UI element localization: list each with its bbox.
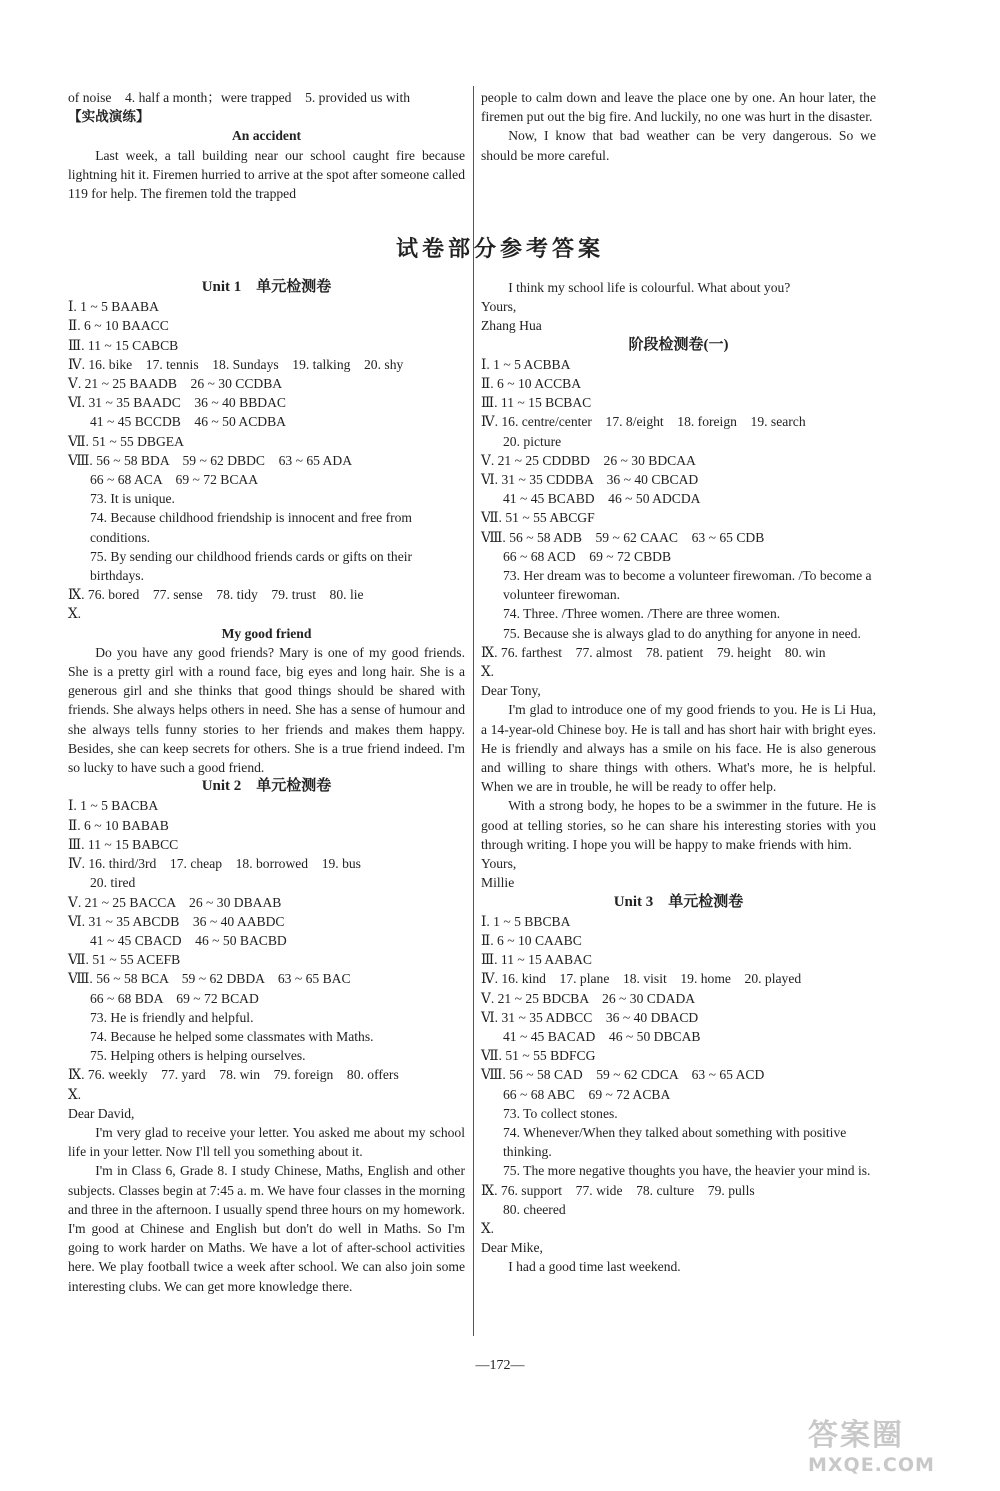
answer-line: Ⅸ. 76. support 77. wide 78. culture 79. pulls (481, 1182, 755, 1198)
answer-line: Ⅱ. 6 ~ 10 BAACC (68, 318, 169, 334)
section-main-title: 试卷部分参考答案 (395, 236, 604, 262)
letter-paragraph: I'm very glad to receive your letter. You asked me about my school life in your letter. Now I'll tell you something about it. (68, 1124, 465, 1160)
answer-line: 41 ~ 45 BACAD 46 ~ 50 DBCAB (503, 1028, 701, 1044)
answer-line: Ⅹ. (68, 1086, 82, 1102)
essay-title: An accident (231, 128, 302, 144)
answer-line: Ⅲ. 11 ~ 15 CABCB (68, 337, 179, 353)
essay-paragraph: people to calm down and leave the place one by one. An hour later, the firemen put out the big fire. And luckily, no one was hurt in the disaster. (481, 90, 876, 125)
letter-paragraph: I had a good time last weekend. (508, 1259, 681, 1275)
answer-line: Ⅹ. (481, 664, 495, 680)
answer-line: Ⅷ. 56 ~ 58 BDA 59 ~ 62 DBDC 63 ~ 65 ADA (68, 452, 353, 468)
right-column (481, 278, 876, 1277)
letter-paragraph: I think my school life is colourful. What about you? (508, 280, 791, 295)
answer-line: Ⅳ. 16. kind 17. plane 18. visit 19. home 20. played (481, 971, 802, 987)
answer-line: Ⅳ. 16. bike 17. tennis 18. Sundays 19. talking 20. shy (68, 356, 404, 372)
answer-line: 73. To collect stones. (503, 1105, 618, 1121)
answer-line: 80. cheered (503, 1201, 566, 1217)
answer-line: 75. By sending our childhood friends cards or gifts on their birthdays. (90, 548, 413, 584)
answer-line: Ⅱ. 6 ~ 10 ACCBA (481, 376, 582, 392)
answer-line: Ⅳ. 16. centre/center 17. 8/eight 18. foreign 19. search (481, 414, 806, 430)
answer-line: Ⅵ. 31 ~ 35 ABCDB 36 ~ 40 AABDC (68, 913, 285, 929)
column-divider (473, 86, 474, 1336)
answer-line: 74. Three. /Three women. /There are three women. (503, 606, 781, 622)
answer-line: 41 ~ 45 BCCDB 46 ~ 50 ACDBA (90, 414, 286, 430)
letter-greeting: Dear David, (68, 1105, 135, 1121)
answer-line: of noise 4. half a month；were trapped 5. provided us with (68, 90, 411, 105)
answer-line: Ⅶ. 51 ~ 55 DBGEA (68, 433, 184, 449)
letter-sign: Yours, (481, 299, 517, 315)
section-label: 【实战演练】 (68, 109, 150, 125)
letter-sign: Yours, (481, 856, 517, 872)
answer-line: 74. Whenever/When they talked about something with positive thinking. (503, 1124, 847, 1160)
answer-line: Ⅴ. 21 ~ 25 BDCBA 26 ~ 30 CDADA (481, 990, 696, 1006)
answer-line: Ⅵ. 31 ~ 35 BAADC 36 ~ 40 BBDAC (68, 395, 286, 411)
letter-greeting: Dear Mike, (481, 1240, 543, 1256)
answer-line: Ⅴ. 21 ~ 25 BACCA 26 ~ 30 DBAAB (68, 894, 282, 910)
answer-line: 20. tired (90, 875, 136, 891)
answer-line: Ⅷ. 56 ~ 58 CAD 59 ~ 62 CDCA 63 ~ 65 ACD (481, 1067, 765, 1083)
unit2-title: Unit 2 单元检测卷 (201, 778, 332, 795)
watermark-url: MXQE.COM (808, 1454, 935, 1476)
answer-line: 74. Because he helped some classmates with Maths. (90, 1028, 374, 1044)
answer-line: Ⅹ. (481, 1220, 495, 1236)
answer-line: 74. Because childhood friendship is innocent and free from conditions. (90, 510, 413, 545)
top-left-column (68, 88, 465, 203)
essay-paragraph: Do you have any good friends? Mary is one of my good friends. She is a pretty girl with a round face, big eyes and long hair. She is a generous girl and she thinks that good things should be shared with friends. She always helps others in need. She has a sense of humour and she always tells funny stories to her friends and makes them happy. Besides, she can keep secrets for others. She is a true friend indeed. I'm so lucky to have such a good friend. (68, 644, 465, 776)
answer-line: Ⅰ. 1 ~ 5 BACBA (68, 798, 159, 814)
watermark-logo (808, 1410, 993, 1485)
answer-line: 20. picture (503, 433, 562, 449)
answer-line: 66 ~ 68 ABC 69 ~ 72 ACBA (503, 1086, 671, 1102)
answer-line: 66 ~ 68 ACD 69 ~ 72 CBDB (503, 548, 672, 564)
answer-line: Ⅸ. 76. bored 77. sense 78. tidy 79. trust 80. lie (68, 587, 364, 603)
answer-line: 66 ~ 68 ACA 69 ~ 72 BCAA (90, 472, 259, 488)
answer-line: Ⅳ. 16. third/3rd 17. cheap 18. borrowed 19. bus (68, 856, 361, 872)
stage1-title: 阶段检测卷(一) (628, 336, 729, 353)
answer-line: Ⅸ. 76. farthest 77. almost 78. patient 79. height 80. win (481, 644, 826, 660)
answer-line: Ⅱ. 6 ~ 10 BABAB (68, 817, 169, 833)
unit3-title: Unit 3 单元检测卷 (613, 893, 744, 910)
page-number: —172— (475, 1358, 525, 1373)
answer-line: Ⅵ. 31 ~ 35 ADBCC 36 ~ 40 DBACD (481, 1009, 699, 1025)
letter-sign: Zhang Hua (481, 318, 542, 334)
answer-line: Ⅵ. 31 ~ 35 CDDBA 36 ~ 40 CBCAD (481, 472, 699, 488)
answer-line: 66 ~ 68 BDA 69 ~ 72 BCAD (90, 990, 259, 1006)
top-right-column (481, 88, 876, 165)
answer-line: 73. It is unique. (90, 491, 175, 507)
answer-line: Ⅴ. 21 ~ 25 CDDBD 26 ~ 30 BDCAA (481, 452, 696, 468)
essay-paragraph: Now, I know that bad weather can be very dangerous. So we should be more careful. (481, 128, 876, 163)
answer-line: Ⅱ. 6 ~ 10 CAABC (481, 932, 582, 948)
answer-line: 41 ~ 45 BCABD 46 ~ 50 ADCDA (503, 491, 701, 507)
answer-line: 41 ~ 45 CBACD 46 ~ 50 BACBD (90, 932, 287, 948)
answer-line: Ⅲ. 11 ~ 15 BABCC (68, 836, 179, 852)
answer-line: Ⅹ. (68, 606, 82, 622)
answer-line: Ⅶ. 51 ~ 55 ABCGF (481, 510, 595, 526)
answer-line: Ⅷ. 56 ~ 58 BCA 59 ~ 62 DBDA 63 ~ 65 BAC (68, 971, 351, 987)
answer-line: 75. Because she is always glad to do anything for anyone in need. (503, 625, 861, 641)
answer-line: 73. He is friendly and helpful. (90, 1009, 254, 1025)
letter-paragraph: I'm glad to introduce one of my good friends to you. He is Li Hua, a 14-year-old Chinese boy. He is tall and has short hair with bright eyes. He is friendly and always has a smile on his face. He is also generous and willing to share things with others. What's more, he is helpful. When we are in trouble, he will be ready to offer help. (481, 702, 876, 795)
essay-title: My good friend (221, 625, 312, 641)
essay-paragraph: Last week, a tall building near our school caught fire because lightning hit it. Firemen hurried to arrive at the spot after someone called 119 for help. The firemen told the trapped (68, 147, 465, 202)
answer-line: Ⅰ. 1 ~ 5 BBCBA (481, 913, 571, 929)
left-column (68, 278, 465, 1296)
answer-line: Ⅲ. 11 ~ 15 BCBAC (481, 395, 592, 411)
watermark-text: 答案圈 (808, 1418, 904, 1453)
answer-line: Ⅸ. 76. weekly 77. yard 78. win 79. foreign 80. offers (68, 1067, 399, 1083)
answer-line: Ⅰ. 1 ~ 5 ACBBA (481, 356, 571, 372)
answer-line: Ⅴ. 21 ~ 25 BAADB 26 ~ 30 CCDBA (68, 376, 283, 392)
answer-line: Ⅶ. 51 ~ 55 BDFCG (481, 1048, 596, 1064)
letter-greeting: Dear Tony, (481, 683, 541, 699)
answer-line: Ⅷ. 56 ~ 58 ADB 59 ~ 62 CAAC 63 ~ 65 CDB (481, 529, 765, 545)
answer-line: 75. Helping others is helping ourselves. (90, 1048, 306, 1064)
answer-line: 73. Her dream was to become a volunteer firewoman. /To become a volunteer firewoman. (503, 568, 872, 603)
letter-sign: Millie (481, 875, 515, 891)
unit1-title: Unit 1 单元检测卷 (201, 279, 332, 295)
letter-paragraph: I'm in Class 6, Grade 8. I study Chinese, Maths, English and other subjects. Classes begin at 7:45 a. m. We have four classes in the morning and three in the afternoon. I usually spend three hours on my homework. I'm good at Chinese and English but don't do well in Maths. So I'm going to work harder on Maths. We have a lot of after-school activities here. We play football twice a week after school. We can also join some interesting clubs. We can get more knowledge there. (68, 1163, 465, 1294)
answer-line: 75. The more negative thoughts you have, the heavier your mind is. (503, 1163, 871, 1179)
letter-paragraph: With a strong body, he hopes to be a swimmer in the future. He is good at telling stories, so he can share his interesting stories with you through writing. I hope you will be happy to make friends with him. (481, 798, 876, 852)
answer-line: Ⅲ. 11 ~ 15 AABAC (481, 952, 592, 968)
answer-line: Ⅶ. 51 ~ 55 ACEFB (68, 952, 181, 968)
answer-line: Ⅰ. 1 ~ 5 BAABA (68, 299, 159, 315)
